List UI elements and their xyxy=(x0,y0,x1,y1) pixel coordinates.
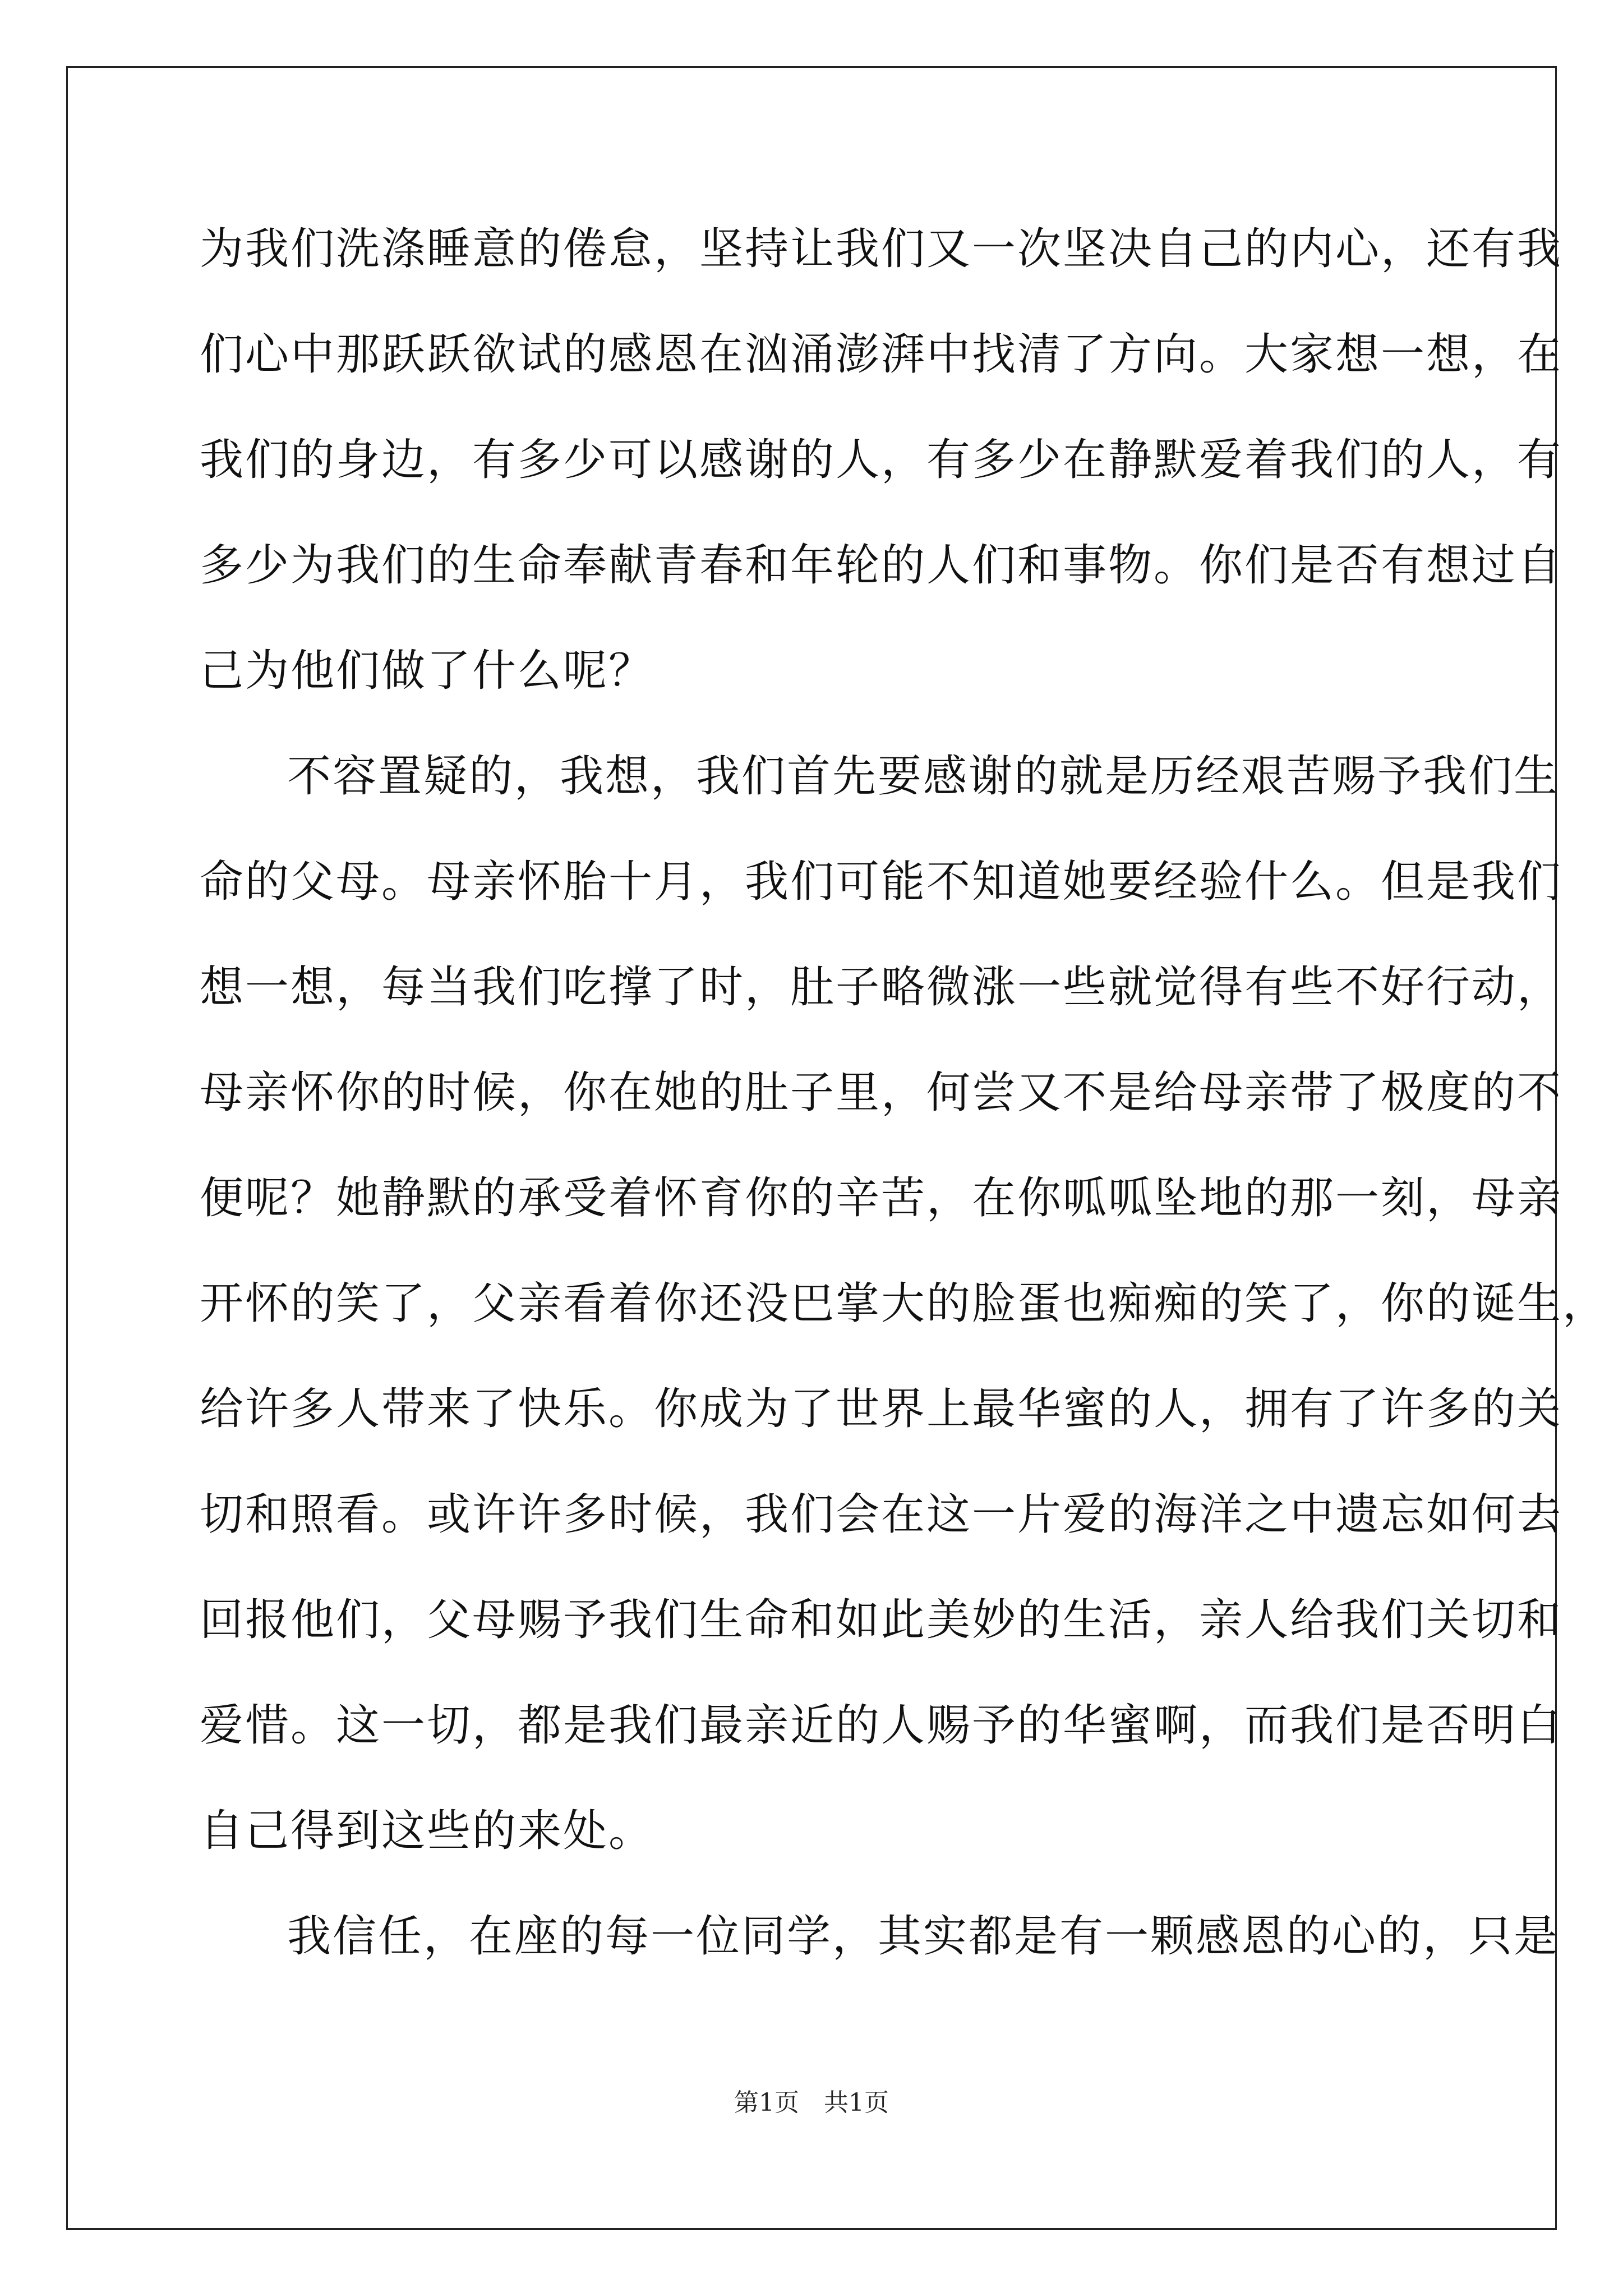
text-line: 己为他们做了什么呢？ xyxy=(200,646,654,696)
text-line: 给许多人带来了快乐。你成为了世界上最华蜜的人，拥有了许多的关 xyxy=(200,1384,1563,1434)
text-line: 多少为我们的生命奉献青春和年轮的人们和事物。你们是否有想过自 xyxy=(200,540,1563,591)
text-line: 爱惜。这一切，都是我们最亲近的人赐予的华蜜啊，而我们是否明白 xyxy=(200,1700,1563,1751)
text-line: 自己得到这些的来处。 xyxy=(200,1806,654,1856)
text-line: 开怀的笑了，父亲看着你还没巴掌大的脸蛋也痴痴的笑了，你的诞生， xyxy=(200,1278,1608,1329)
paragraph-first-line: 不容置疑的，我想，我们首先要感谢的就是历经艰苦赐予我们生 xyxy=(287,751,1560,802)
text-line: 为我们洗涤睡意的倦怠，坚持让我们又一次坚决自己的内心，还有我 xyxy=(200,224,1563,274)
text-line: 想一想，每当我们吃撑了时，肚子略微涨一些就觉得有些不好行动， xyxy=(200,962,1563,1013)
text-line: 便呢？她静默的承受着怀育你的辛苦，在你呱呱坠地的那一刻，母亲 xyxy=(200,1173,1563,1223)
text-line: 回报他们，父母赐予我们生命和如此美妙的生活，亲人给我们关切和 xyxy=(200,1595,1563,1645)
text-line: 母亲怀你的时候，你在她的肚子里，何尝又不是给母亲带了极度的不 xyxy=(200,1068,1563,1118)
document-body xyxy=(200,196,1608,1989)
text-line: 们心中那跃跃欲试的感恩在汹涌澎湃中找清了方向。大家想一想，在 xyxy=(200,329,1563,380)
text-line: 我们的身边，有多少可以感谢的人，有多少在静默爱着我们的人，有 xyxy=(200,435,1563,485)
text-line: 命的父母。母亲怀胎十月，我们可能不知道她要经验什么。但是我们 xyxy=(200,857,1563,907)
text-line: 切和照看。或许许多时候，我们会在这一片爱的海洋之中遗忘如何去 xyxy=(200,1489,1563,1540)
page-number-footer: 第1页 共1页 xyxy=(734,2088,889,2117)
paragraph-first-line: 我信任，在座的每一位同学，其实都是有一颗感恩的心的，只是 xyxy=(287,1911,1560,1962)
